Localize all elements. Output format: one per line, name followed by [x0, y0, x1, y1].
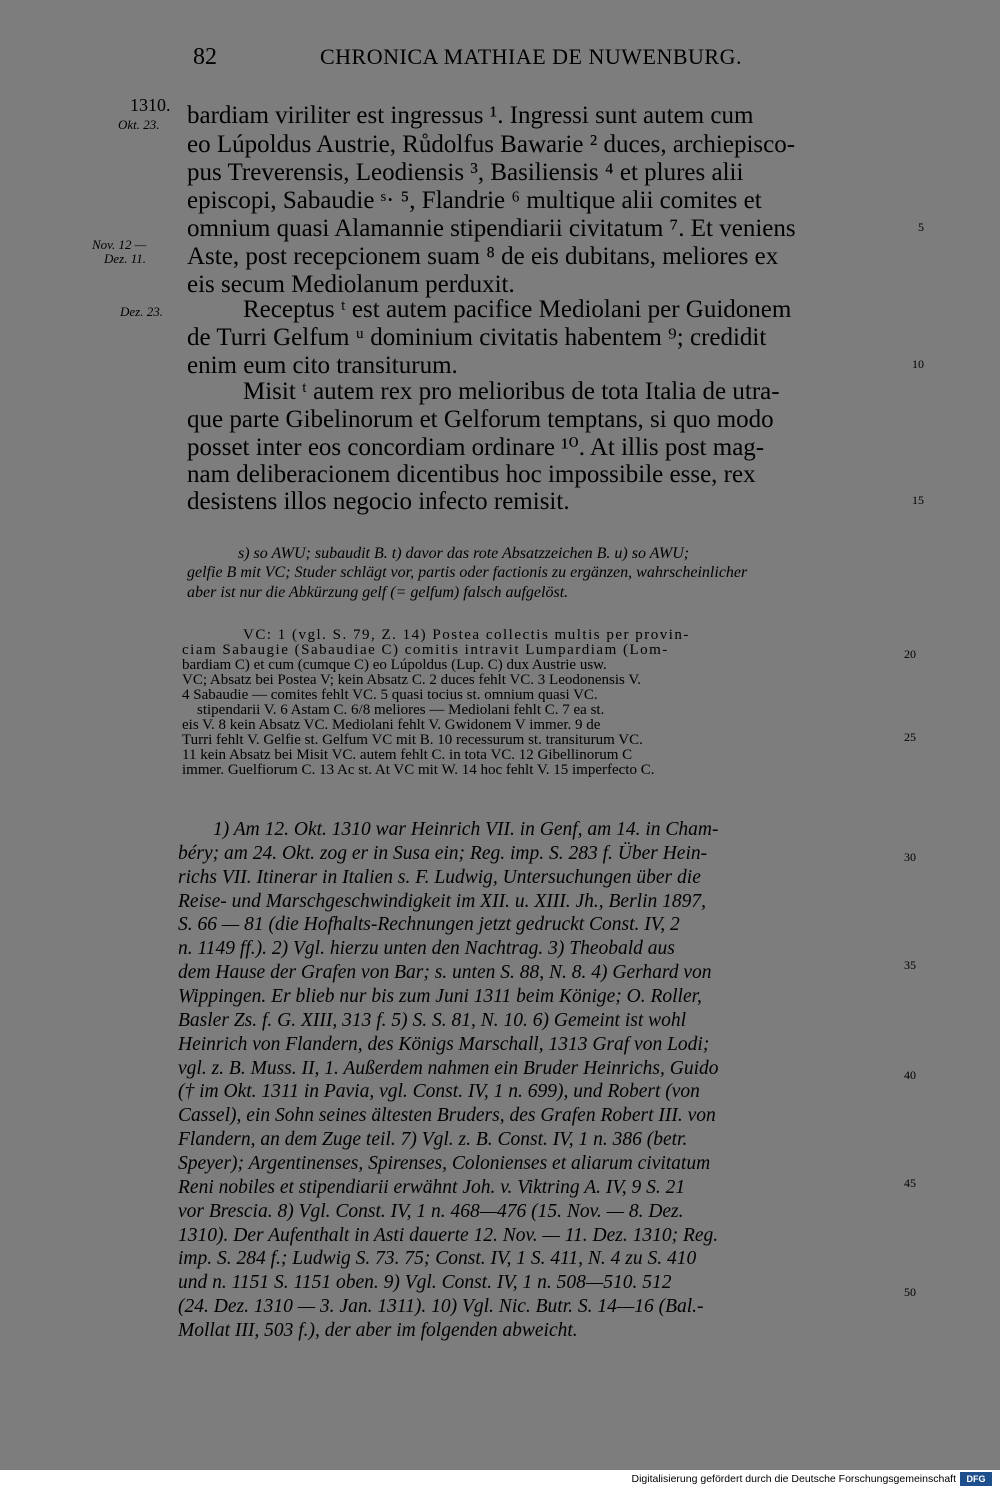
footer-bar — [0, 1470, 1000, 1489]
variant-note-line: 11 kein Absatz bei Misit VC. autem fehlt C. in tota VC. 12 Gibellinorum C — [182, 748, 633, 763]
historical-note-line: vgl. z. B. Muss. II, 1. Außerdem nahmen ein Bruder Heinrichs, Guido — [178, 1058, 719, 1079]
historical-note-line: Cassel), ein Sohn seines ältesten Bruders, des Grafen Robert III. von — [178, 1105, 716, 1126]
line-number: 30 — [904, 850, 916, 864]
main-line: Misit ᵗ autem rex pro melioribus de tota Italia de utra- — [243, 378, 780, 405]
main-line: Aste, post recepcionem suam ⁸ de eis dubitans, meliores ex — [187, 243, 779, 270]
main-line: bardiam viriliter est ingressus ¹. Ingressi sunt autem cum — [187, 102, 754, 129]
margin-date-dez23: Dez. 23. — [120, 304, 163, 319]
historical-note-line: († im Okt. 1311 in Pavia, vgl. Const. IV, 1 n. 699), und Robert (von — [178, 1081, 700, 1102]
historical-note-line: Wippingen. Er blieb nur bis zum Juni 1311 beim Könige; O. Roller, — [178, 986, 702, 1007]
textual-note-line: aber ist nur die Abkürzung gelf (= gelfum) falsch aufgelöst. — [187, 584, 569, 601]
historical-note-line: dem Hause der Grafen von Bar; s. unten S. 88, N. 8. 4) Gerhard von — [178, 962, 712, 983]
historical-note-line: imp. S. 284 f.; Ludwig S. 73. 75; Const. IV, 1 S. 411, N. 4 zu S. 410 — [178, 1248, 697, 1269]
margin-date-okt: Okt. 23. — [118, 117, 160, 132]
margin-date-nov: Nov. 12 — — [92, 237, 147, 252]
historical-note-line: (24. Dez. 1310 — 3. Jan. 1311). 10) Vgl. Nic. Butr. S. 14—16 (Bal.- — [178, 1296, 704, 1317]
running-title: CHRONICA MATHIAE DE NUWENBURG. — [320, 44, 742, 69]
main-line: posset inter eos concordiam ordinare ¹⁰. At illis post mag- — [187, 434, 765, 461]
line-number: 20 — [904, 647, 916, 661]
margin-year: 1310. — [130, 95, 171, 115]
historical-note-line: und n. 1151 S. 1151 oben. 9) Vgl. Const. IV, 1 n. 508—510. 512 — [178, 1272, 672, 1293]
variant-note-line: 4 Sabaudie — comites fehlt VC. 5 quasi tocius st. omnium quasi VC. — [182, 688, 598, 703]
line-number: 5 — [918, 220, 924, 234]
main-line: eis secum Mediolanum perduxit. — [187, 271, 515, 298]
main-line: que parte Gibelinorum et Gelforum temptans, si quo modo — [187, 406, 774, 433]
line-number: 50 — [904, 1285, 916, 1299]
line-number: 15 — [912, 493, 924, 507]
variant-note-line: VC: 1 (vgl. S. 79, Z. 14) Postea collectis multis per provin- — [243, 628, 690, 643]
main-line: de Turri Gelfum ᵘ dominium civitatis habentem ⁹; credidit — [187, 324, 767, 351]
main-line: pus Treverensis, Leodiensis ³, Basiliensis ⁴ et plures alii — [187, 159, 744, 186]
main-line: enim eum cito transiturum. — [187, 352, 458, 379]
historical-note-line: béry; am 24. Okt. zog er in Susa ein; Reg. imp. S. 283 f. Über Hein- — [178, 843, 708, 864]
line-number: 45 — [904, 1176, 916, 1190]
line-number: 40 — [904, 1068, 916, 1082]
historical-note-line: vor Brescia. 8) Vgl. Const. IV, 1 n. 468—476 (15. Nov. — 8. Dez. — [178, 1201, 684, 1222]
line-number: 10 — [912, 357, 924, 371]
historical-note-line: 1) Am 12. Okt. 1310 war Heinrich VII. in Genf, am 14. in Cham- — [213, 819, 719, 840]
variant-note-line: immer. Guelfiorum C. 13 Ac st. At VC mit W. 14 hoc fehlt V. 15 imperfecto C. — [182, 763, 655, 778]
historical-note-line: richs VII. Itinerar in Italien s. F. Ludwig, Untersuchungen über die — [178, 867, 701, 888]
textual-note-line: gelfie B mit VC; Studer schlägt vor, partis oder factionis zu ergänzen, wahrscheinlicher — [187, 564, 748, 581]
variant-note-line: stipendarii V. 6 Astam C. 6/8 meliores — Mediolani fehlt C. 7 ea st. — [197, 703, 605, 718]
dfg-logo: DFG — [960, 1472, 992, 1486]
historical-note-line: Basler Zs. f. G. XIII, 313 f. 5) S. S. 81, N. 10. 6) Gemeint ist wohl — [178, 1010, 687, 1031]
historical-note-line: Flandern, an dem Zuge teil. 7) Vgl. z. B. Const. IV, 1 n. 386 (betr. — [178, 1129, 688, 1150]
historical-note-line: S. 66 — 81 (die Hofhalts-Rechnungen jetzt gedruckt Const. IV, 2 — [178, 914, 680, 935]
line-number: 25 — [904, 730, 916, 744]
variant-note-line: eis V. 8 kein Absatz VC. Mediolani fehlt V. Gwidonem V immer. 9 de — [182, 718, 601, 733]
page-header — [0, 44, 1000, 80]
footer-credit: Digitalisierung gefördert durch die Deutsche Forschungsgemeinschaft — [631, 1473, 956, 1485]
main-line: desistens illos negocio infecto remisit. — [187, 488, 570, 515]
variant-note-line: bardiam C) et cum (cumque C) eo Lúpoldus (Lup. C) dux Austrie usw. — [182, 658, 607, 673]
margin-date-dez: Dez. 11. — [104, 251, 147, 266]
historical-note-line: Reni nobiles et stipendiarii erwähnt Joh. v. Viktring A. IV, 9 S. 21 — [178, 1177, 686, 1198]
main-line: episcopi, Sabaudie ˢ· ⁵, Flandrie ⁶ multique alii comites et — [187, 187, 762, 214]
historical-note-line: Heinrich von Flandern, des Königs Marschall, 1313 Graf von Lodi; — [178, 1034, 710, 1055]
line-number: 35 — [904, 958, 916, 972]
historical-note-line: Reise- und Marschgeschwindigkeit im XII. u. XIII. Jh., Berlin 1897, — [178, 891, 706, 912]
variant-note-line: VC; Absatz bei Postea V; kein Absatz C. 2 duces fehlt VC. 3 Leodonensis V. — [182, 673, 641, 688]
main-line: Receptus ᵗ est autem pacifice Mediolani per Guidonem — [243, 296, 792, 323]
page-number: 82 — [193, 44, 217, 70]
historical-note-line: Speyer); Argentinenses, Spirenses, Colonienses et aliarum civitatum — [178, 1153, 711, 1174]
historical-note-line: Mollat III, 503 f.), der aber im folgenden abweicht. — [178, 1320, 578, 1341]
variant-note-line: ciam Sabaugie (Sabaudiae C) comitis intravit Lumpardiam (Lom- — [182, 643, 669, 658]
main-line: omnium quasi Alamannie stipendiarii civitatum ⁷. Et veniens — [187, 215, 796, 242]
historical-note-line: n. 1149 ff.). 2) Vgl. hierzu unten den Nachtrag. 3) Theobald aus — [178, 938, 675, 959]
textual-note-line: s) so AWU; subaudit B. t) davor das rote Absatzzeichen B. u) so AWU; — [238, 545, 690, 562]
main-line: eo Lúpoldus Austrie, Růdolfus Bawarie ² duces, archiepisco- — [187, 131, 796, 158]
historical-note-line: 1310). Der Aufenthalt in Asti dauerte 12. Nov. — 11. Dez. 1310; Reg. — [178, 1225, 719, 1246]
main-line: nam deliberacionem dicentibus hoc impossibile esse, rex — [187, 461, 756, 488]
variant-note-line: Turri fehlt V. Gelfie st. Gelfum VC mit B. 10 recessurum st. transiturum VC. — [182, 733, 643, 748]
